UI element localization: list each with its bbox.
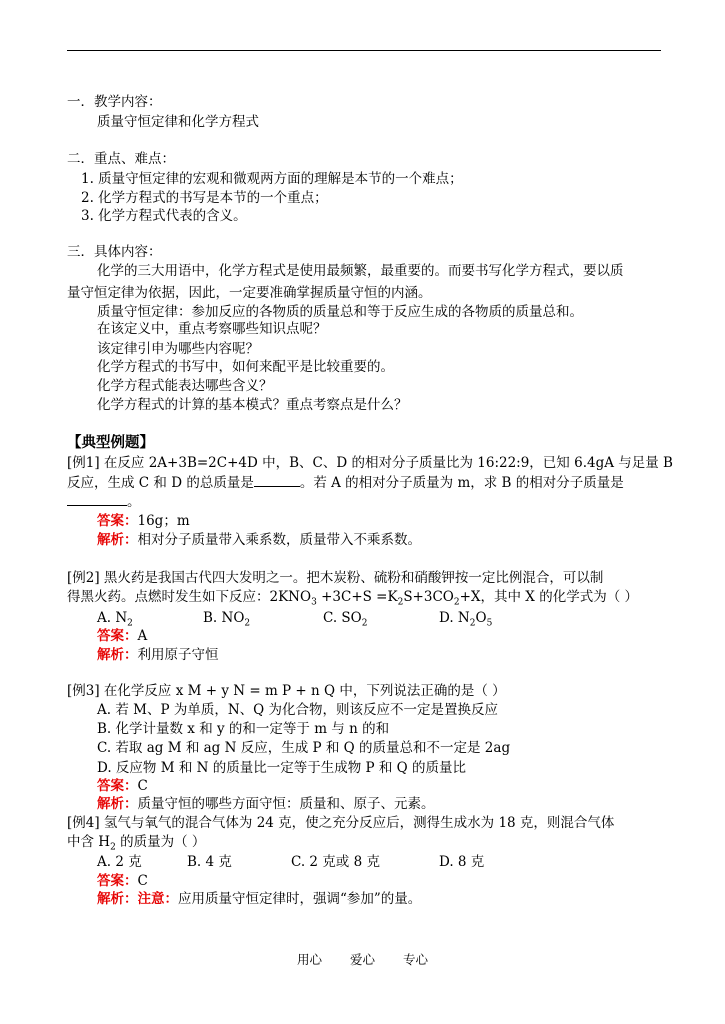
option-d: D. 8 克 [439, 854, 485, 870]
explanation-text: 利用原子守恒 [137, 647, 219, 663]
option-b: B. 4 克 [187, 854, 232, 870]
key-point-item: 2. 化学方程式的书写是本节的一个重点； [81, 190, 328, 206]
explanation-text: 相对分子质量带入乘系数，质量带入不乘系数。 [137, 532, 421, 548]
answer-value: C [137, 778, 148, 794]
subscript: 2 [453, 597, 460, 608]
ex4-question-line: [例4] 氢气与氧气的混合气体为 24 克，使之充分反应后，测得生成水为 18 克，则混合气体 [67, 815, 615, 831]
option-d: D. 反应物 M 和 N 的质量比一定等于生成物 P 和 Q 的质量比 [97, 760, 467, 776]
explanation-label: 解析： [97, 891, 138, 907]
examples-heading: 【典型例题】 [67, 434, 154, 451]
answer-label: 答案： [97, 513, 138, 529]
ex4-options [97, 853, 484, 872]
ex4-answer [97, 872, 148, 891]
content-line: 化学方程式能表达哪些含义？ [97, 378, 273, 394]
option-d: D. $N_2O_5$ [439, 610, 493, 629]
content-line: 化学方程式的计算的基本模式？重点考察点是什么？ [97, 397, 408, 413]
explanation-label: 解析： [97, 796, 138, 812]
answer-label: 答案： [97, 778, 138, 794]
section2-heading: 二．重点、难点： [67, 151, 175, 167]
ex1-text: 。若 A 的相对分子质量为 m，求 B 的相对分子质量是 [299, 475, 624, 491]
ex3-question-line: [例3] 在化学反应 x M + y N = m P + n Q 中，下列说法正确的是（ ） [67, 683, 506, 699]
ex3-explanation [97, 795, 435, 814]
ex1-explanation [97, 531, 421, 550]
ex1-answer-blank [254, 474, 300, 487]
ex2-question-line: [例2] 黑火药是我国古代四大发明之一。把木炭粉、硫粉和硝酸钾按一定比例混合，可以制 [67, 570, 604, 586]
answer-value: A [137, 628, 148, 644]
ex1-text: 。 [127, 494, 141, 510]
ex1-text: 反应，生成 C 和 D 的总质量是 [67, 475, 254, 491]
ex4-text: 的质量为（ ） [115, 834, 206, 850]
ex2-answer [97, 627, 147, 646]
ex2-options [97, 609, 492, 634]
ex1-question-line: [例1] 在反应 2A+3B=2C+4D 中，B、C、D 的相对分子质量比为 16:22:9，已知 6.4gA 与足量 B [67, 455, 673, 471]
section1-content: 质量守恒定律和化学方程式 [97, 114, 259, 130]
option-a: A. $N_2$ [97, 610, 133, 629]
section3-heading: 三．具体内容： [67, 244, 162, 260]
footer-item: 爱心 [349, 952, 375, 967]
content-line: 在该定义中，重点考察哪些知识点呢？ [97, 321, 327, 337]
answer-label: 答案： [97, 873, 138, 889]
subscript: 2 [397, 597, 404, 608]
ex1-answer-blank [67, 493, 127, 506]
ex2-text: +3C+S =K [316, 589, 398, 605]
subscript: 2 [110, 842, 116, 853]
explanation-label: 解析： [97, 647, 138, 663]
footer-item: 用心 [296, 952, 322, 967]
note-label: 注意： [137, 891, 178, 907]
content-line: 质量守恒定律：参加反应的各物质的质量总和等于反应生成的各物质的质量总和。 [97, 304, 583, 320]
ex1-answer [97, 512, 190, 531]
explanation-label: 解析： [97, 532, 138, 548]
explanation-text: 应用质量守恒定律时，强调“参加”的量。 [178, 891, 422, 907]
subscript: 3 [311, 597, 317, 608]
content-line: 量守恒定律为依据，因此，一定要准确掌握质量守恒的内涵。 [67, 285, 432, 301]
answer-label: 答案： [97, 628, 138, 644]
ex4-text: 中含 H [67, 834, 111, 850]
ex1-question-line [67, 474, 624, 493]
section1-heading: 一．教学内容： [67, 94, 162, 110]
ex2-text: S+3CO [403, 589, 454, 605]
content-line: 该定律引申为哪些内容呢？ [97, 341, 259, 357]
page-footer [0, 950, 725, 968]
ex4-explanation [97, 890, 421, 909]
option-c: C. 若取 ag M 和 ag N 反应，生成 P 和 Q 的质量总和不一定是 2ag [97, 740, 511, 756]
answer-value: C [137, 873, 148, 889]
option-c: C. 2 克或 8 克 [291, 854, 380, 870]
option-b: B. $NO_2$ [203, 610, 251, 629]
footer-item: 专心 [402, 952, 428, 967]
answer-value: 16g；m [137, 513, 190, 529]
explanation-text: 质量守恒的哪些方面守恒：质量和、原子、元素。 [137, 796, 435, 812]
header-rule [67, 50, 661, 51]
option-c: C. $SO_2$ [323, 610, 368, 629]
key-point-item: 1. 质量守恒定律的宏观和微观两方面的理解是本节的一个难点； [81, 171, 463, 187]
ex2-text: +X，其中 X 的化学式为（ ） [459, 589, 639, 605]
option-b: B. 化学计量数 x 和 y 的和一定等于 m 与 n 的和 [97, 721, 390, 737]
ex2-text: 得黑火药。点燃时发生如下反应：2KNO [67, 589, 312, 605]
content-line: 化学方程式的书写中，如何来配平是比较重要的。 [97, 359, 394, 375]
option-a: A. 2 克 [97, 854, 142, 870]
ex3-answer [97, 777, 148, 796]
content-line: 化学的三大用语中，化学方程式是使用最频繁，最重要的。而要书写化学方程式，要以质 [97, 263, 624, 279]
key-point-item: 3. 化学方程式代表的含义。 [81, 208, 247, 224]
ex1-question-line [67, 493, 141, 512]
ex2-explanation [97, 646, 219, 665]
option-a: A. 若 M、P 为单质，N、Q 为化合物，则该反应不一定是置换反应 [97, 702, 498, 718]
